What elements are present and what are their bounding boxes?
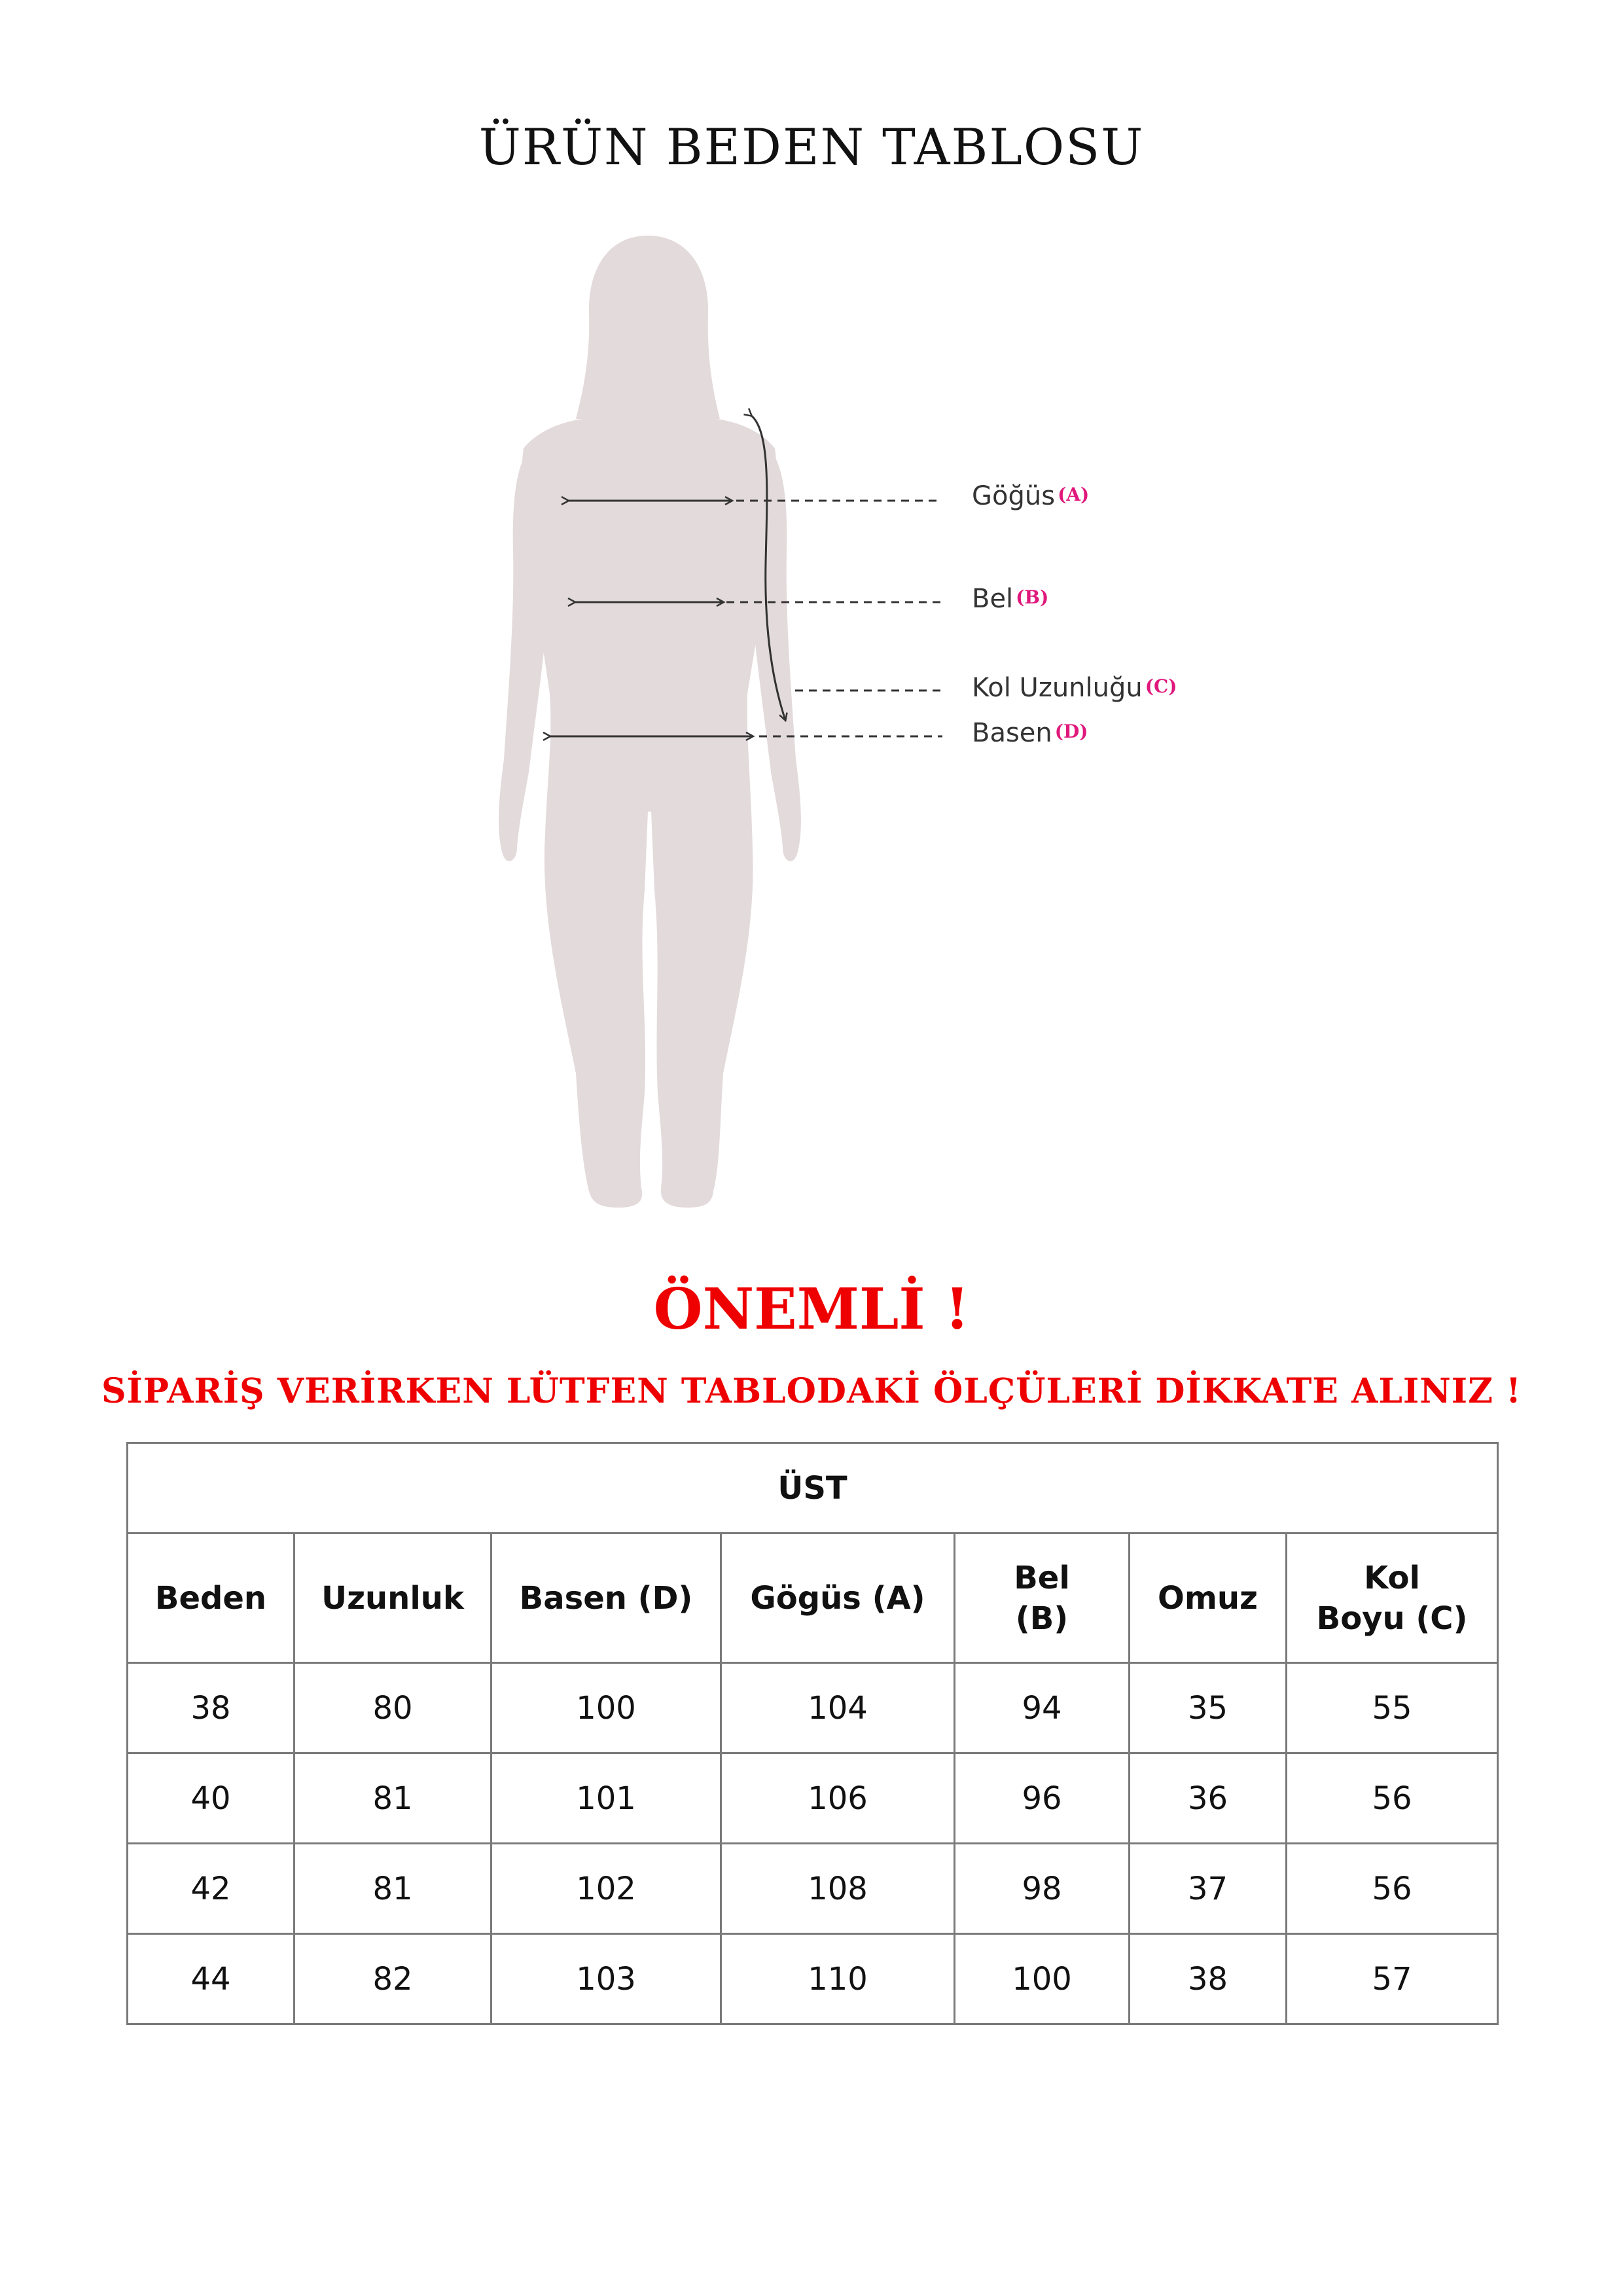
- size-table: [126, 1442, 1499, 2025]
- table-row: [128, 1934, 1498, 2024]
- woman-silhouette: [499, 236, 801, 1208]
- table-cell: 94: [955, 1663, 1130, 1753]
- header-line: Bel: [1014, 1559, 1070, 1596]
- header-line: Beden: [154, 1579, 267, 1617]
- measurement-label-waist: [972, 584, 1048, 614]
- header-line: Gögüs (A): [750, 1579, 925, 1617]
- table-cell: 36: [1130, 1753, 1287, 1844]
- label-text: Göğüs: [972, 481, 1056, 511]
- header-length: [294, 1534, 491, 1663]
- table-cell: 103: [491, 1934, 721, 2024]
- table-cell: 108: [721, 1844, 955, 1934]
- table-cell: 44: [128, 1934, 294, 2024]
- table-row: [128, 1753, 1498, 1844]
- label-code: (B): [1016, 586, 1049, 608]
- table-section-row: [128, 1443, 1498, 1534]
- header-line: Omuz: [1158, 1579, 1258, 1617]
- table-row: [128, 1663, 1498, 1753]
- page-title: ÜRÜN BEDEN TABLOSU: [478, 118, 1145, 176]
- table-cell: 42: [128, 1844, 294, 1934]
- header-line: Uzunluk: [321, 1579, 464, 1617]
- header-shoulder: [1130, 1534, 1287, 1663]
- table-cell: 57: [1287, 1934, 1498, 2024]
- measurement-label-hips: [972, 718, 1088, 748]
- label-text: Kol Uzunluğu: [972, 673, 1143, 703]
- table-cell: 37: [1130, 1844, 1287, 1934]
- important-heading: ÖNEMLİ !: [653, 1276, 970, 1342]
- header-waist: [955, 1534, 1130, 1663]
- label-code: (A): [1058, 484, 1090, 505]
- table-cell: 38: [128, 1663, 294, 1753]
- table-header-row: [128, 1534, 1498, 1663]
- table-cell: 100: [491, 1663, 721, 1753]
- label-code: (D): [1054, 721, 1088, 742]
- header-sleeve: [1287, 1534, 1498, 1663]
- table-cell: 55: [1287, 1663, 1498, 1753]
- table-cell: 100: [955, 1934, 1130, 2024]
- header-line: Boyu (C): [1316, 1600, 1468, 1637]
- body-silhouette-illustration: [0, 223, 1623, 1244]
- header-line: Basen (D): [519, 1579, 693, 1617]
- table-section-title: ÜST: [128, 1443, 1498, 1534]
- table-cell: 106: [721, 1753, 955, 1844]
- table-cell: 80: [294, 1663, 491, 1753]
- table-cell: 102: [491, 1844, 721, 1934]
- table-cell: 40: [128, 1753, 294, 1844]
- table-cell: 56: [1287, 1753, 1498, 1844]
- header-hips: [491, 1534, 721, 1663]
- table-cell: 101: [491, 1753, 721, 1844]
- label-text: Basen: [972, 718, 1052, 748]
- table-row: [128, 1844, 1498, 1934]
- table-cell: 81: [294, 1753, 491, 1844]
- order-notice: SİPARİŞ VERİRKEN LÜTFEN TABLODAKİ ÖLÇÜLERİ DİKKATE ALINIZ !: [101, 1371, 1522, 1411]
- table-cell: 81: [294, 1844, 491, 1934]
- table-cell: 82: [294, 1934, 491, 2024]
- measurement-label-arm-length: [972, 673, 1177, 703]
- table-cell: 104: [721, 1663, 955, 1753]
- table-cell: 56: [1287, 1844, 1498, 1934]
- table-cell: 110: [721, 1934, 955, 2024]
- header-size: [128, 1534, 294, 1663]
- table-cell: 96: [955, 1753, 1130, 1844]
- measurement-label-chest: [972, 481, 1089, 511]
- header-chest: [721, 1534, 955, 1663]
- table-cell: 98: [955, 1844, 1130, 1934]
- header-line: Kol: [1364, 1559, 1420, 1596]
- body-measurement-figure: [0, 223, 1623, 1244]
- header-line: (B): [1015, 1600, 1069, 1637]
- label-text: Bel: [972, 584, 1014, 614]
- label-code: (C): [1145, 675, 1177, 697]
- table-cell: 38: [1130, 1934, 1287, 2024]
- table-cell: 35: [1130, 1663, 1287, 1753]
